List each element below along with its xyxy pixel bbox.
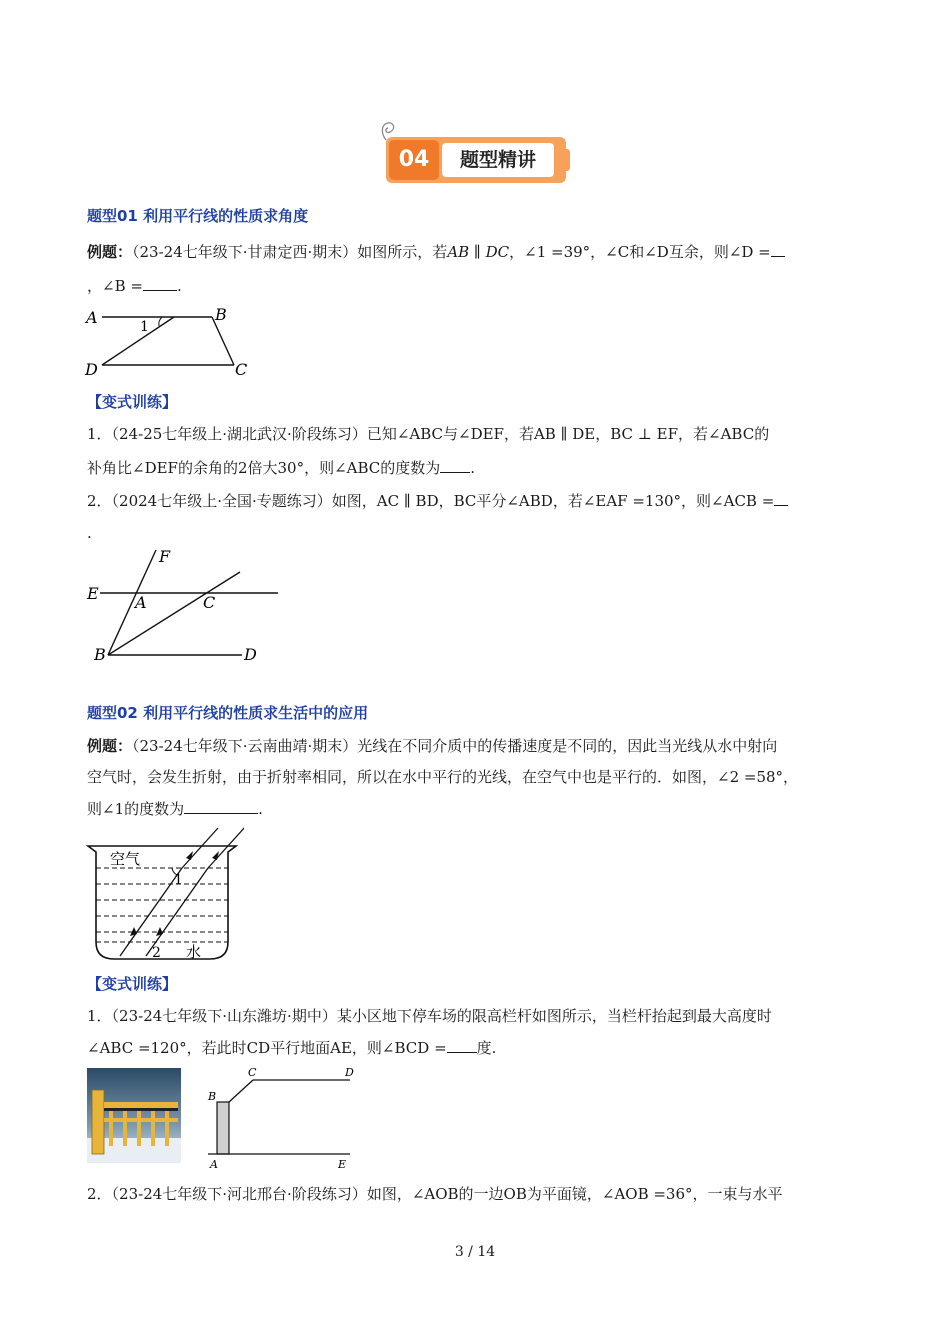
- label-d: D: [345, 1066, 354, 1079]
- parking-barrier-photo: [87, 1068, 181, 1163]
- example2-line1: [87, 736, 777, 756]
- answer-blank[interactable]: [143, 275, 177, 291]
- practice1-q2-line1: [87, 490, 788, 511]
- angle-1-label: 1: [174, 872, 183, 888]
- label-c: C: [235, 360, 248, 379]
- question-number: 1．: [87, 425, 112, 443]
- label-b: B: [215, 305, 227, 324]
- figure-water-tank: [84, 824, 244, 966]
- section1-title: 题型01 利用平行线的性质求角度: [87, 207, 309, 225]
- practice1-q1-line2: [87, 457, 475, 478]
- practice2-q1-line2: [87, 1037, 496, 1058]
- example-text: 则∠1的度数为: [87, 800, 185, 818]
- banner-title: 题型精讲: [442, 143, 554, 177]
- question-number: 2．: [87, 1185, 112, 1203]
- period: .: [258, 800, 263, 818]
- example1-line1: [87, 241, 785, 262]
- practice1-q2-line2: .: [87, 524, 92, 542]
- question-source: （23-24七年级下·山东潍坊·期中）: [111, 1007, 337, 1025]
- question-text: 已知∠ABC与∠DEF，若AB ∥ DE，BC ⊥ EF，若∠ABC的: [366, 425, 770, 443]
- question-text: 补角比∠DEF的余角的2倍大30°，则∠ABC的度数为: [87, 459, 441, 477]
- example2-line2: 空气时，会发生折射，由于折射率相同，所以在水中平行的光线，在空气中也是平行的．如图，∠2 =58°，: [87, 768, 799, 786]
- banner-number: 04: [389, 140, 439, 180]
- question-text: 如图，∠AOB的一边OB为平面镜，∠AOB =36°，一束与水平: [366, 1185, 783, 1203]
- question-text: ∠ABC =120°，若此时CD平行地面AE，则∠BCD =: [87, 1039, 447, 1057]
- label-d: D: [244, 645, 257, 664]
- label-a: A: [86, 308, 98, 327]
- example-text: 如图所示，若: [357, 243, 448, 261]
- example1-line2: [87, 275, 182, 296]
- label-a: A: [210, 1158, 218, 1171]
- practice1-q1-line1: [87, 424, 769, 444]
- example-source: （23-24七年级下·云南曲靖·期末）: [132, 737, 358, 755]
- water-label: 水: [186, 943, 202, 961]
- label-b: B: [94, 645, 106, 664]
- example-condition: AB ∥ DC: [447, 243, 510, 261]
- question-number: 1．: [87, 1007, 112, 1025]
- label-d: D: [85, 360, 98, 379]
- question-number: 2．: [87, 492, 112, 510]
- label-e: E: [87, 584, 99, 603]
- example-source: （23-24七年级下·甘肃定西·期末）: [132, 243, 358, 261]
- period: .: [176, 277, 182, 295]
- question-source: （23-24七年级下·河北邢台·阶段练习）: [111, 1185, 367, 1203]
- page-number: 3 / 14: [454, 1244, 496, 1260]
- question-text: 如图，AC ∥ BD，BC平分∠ABD，若∠EAF =130°，则∠ACB =: [331, 492, 775, 510]
- air-label: 空气: [110, 850, 141, 868]
- example-text: ，∠B =: [87, 277, 143, 295]
- figure-parallel-lines: [82, 545, 282, 667]
- answer-blank[interactable]: [771, 241, 785, 257]
- example-label: 例题：: [87, 737, 133, 755]
- label-f: F: [159, 547, 171, 566]
- practice2-q1-line1: [87, 1006, 772, 1026]
- example2-line3: [87, 798, 263, 819]
- label-a: A: [135, 593, 147, 612]
- question-source: （24-25七年级上·湖北武汉·阶段练习）: [111, 425, 367, 443]
- banner-tab: [562, 149, 570, 171]
- section2-title: 题型02 利用平行线的性质求生活中的应用: [87, 704, 369, 722]
- angle-1-label: 1: [140, 319, 149, 335]
- example-label: 例题：: [87, 243, 133, 261]
- example-text: ，∠1 =39°，∠C和∠D互余，则∠D =: [509, 243, 771, 261]
- question-source: （2024七年级上·全国·专题练习）: [111, 492, 332, 510]
- practice-label-2: 【变式训练】: [87, 975, 178, 993]
- label-c: C: [203, 593, 216, 612]
- figure-trapezoid: [82, 302, 262, 382]
- unit-text: 度.: [476, 1039, 497, 1057]
- example-text: 光线在不同介质中的传播速度是不同的，因此当光线从水中射向: [357, 737, 778, 755]
- practice-label-1: 【变式训练】: [87, 393, 178, 411]
- answer-blank[interactable]: [440, 457, 470, 473]
- label-c: C: [248, 1066, 257, 1079]
- angle-2-label: 2: [152, 945, 161, 961]
- figure-barrier-diagram: [200, 1064, 360, 1174]
- period: .: [470, 459, 476, 477]
- label-b: B: [208, 1090, 217, 1103]
- label-e: E: [338, 1158, 347, 1171]
- answer-blank[interactable]: [184, 798, 258, 814]
- answer-blank[interactable]: [774, 490, 788, 506]
- practice2-q2-line1: [87, 1184, 783, 1204]
- answer-blank[interactable]: [447, 1037, 477, 1053]
- section-banner: [386, 137, 566, 183]
- question-text: 某小区地下停车场的限高栏杆如图所示，当栏杆抬起到最大高度时: [336, 1007, 772, 1025]
